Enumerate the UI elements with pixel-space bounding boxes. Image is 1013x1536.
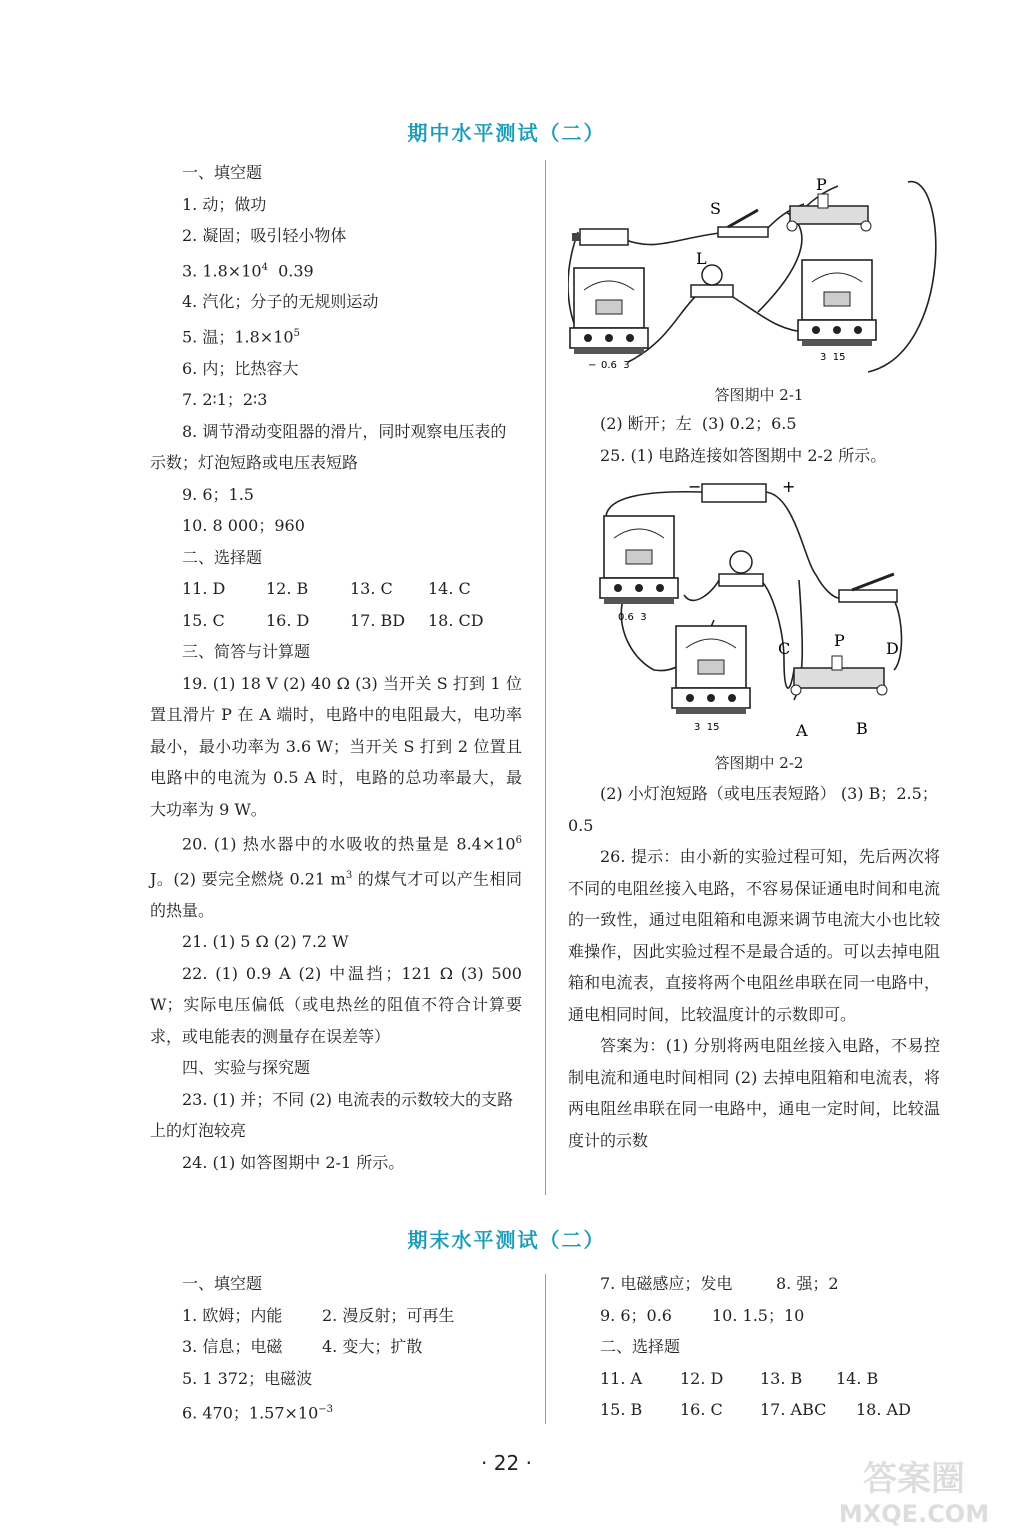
choice-17: 17. BD (350, 610, 406, 630)
choice-15: 15. C (182, 610, 225, 630)
final-answer-9: 9. 6；0.6 (600, 1305, 672, 1325)
answer-1: 1. 动；做功 (182, 194, 267, 214)
answer-23: 23. (1) 并；不同 (2) 电流表的示数较大的支路上的灯泡较亮 (150, 1089, 514, 1141)
svg-text:P: P (816, 175, 827, 194)
midterm-right-column-a (568, 408, 940, 471)
circuit-figure-2-1 (568, 172, 948, 384)
final-choice-13: 13. B (760, 1368, 803, 1388)
battery-icon (702, 484, 766, 502)
final-left-column (150, 1268, 522, 1429)
answer-24-cont: (2) 断开；左 (3) 0.2；6.5 (600, 414, 797, 433)
heading-experiment: 四、实验与探究题 (182, 1058, 311, 1078)
final-heading-choice: 二、选择题 (600, 1337, 681, 1356)
final-choice-17: 17. ABC (760, 1400, 827, 1419)
choice-18: 18. CD (428, 610, 484, 630)
section-title-midterm: 期中水平测试（二） (407, 121, 606, 145)
bulb-icon (702, 265, 722, 285)
svg-text:L: L (696, 249, 707, 268)
choice-row-2 (150, 605, 522, 637)
answer-6: 6. 内；比热容大 (182, 358, 299, 378)
watermark-logo (829, 1452, 999, 1530)
svg-text:D: D (886, 639, 899, 658)
svg-text:+: + (782, 477, 796, 496)
answer-25-cont: (2) 小灯泡短路（或电压表短路） (3) B；2.5；0.5 (568, 784, 938, 835)
answer-10: 10. 8 000；960 (182, 516, 305, 536)
final-answer-4: 4. 变大；扩散 (322, 1337, 423, 1356)
midterm-left-column (150, 157, 522, 1178)
svg-text:0.6 3: 0.6 3 (618, 612, 647, 623)
heading-fill-blank: 一、填空题 (182, 163, 263, 182)
switch-icon (718, 227, 768, 237)
svg-text:−: − (588, 360, 597, 371)
svg-text:MXQE.COM: MXQE.COM (838, 1500, 990, 1528)
svg-text:0.6 3: 0.6 3 (601, 360, 630, 371)
heading-calculation: 三、简答与计算题 (182, 642, 311, 662)
circuit-figure-2-2 (594, 470, 924, 742)
final-choice-12: 12. D (680, 1368, 724, 1388)
answer-21: 21. (1) 5 Ω (2) 7.2 W (182, 932, 349, 952)
svg-text:C: C (778, 639, 791, 658)
final-row-3 (568, 1268, 940, 1300)
final-answer-7: 7. 电磁感应；发电 (600, 1274, 733, 1293)
bulb-icon (730, 551, 752, 573)
answer-25: 25. (1) 电路连接如答图期中 2-2 所示。 (600, 445, 887, 465)
choice-12: 12. B (266, 579, 309, 599)
svg-text:A: A (796, 721, 808, 740)
answer-5: 5. 温；$1.8\times 10^5$ (182, 327, 300, 347)
final-answer-8: 8. 强；2 (776, 1274, 839, 1293)
final-heading-fill-blank: 一、填空题 (182, 1274, 263, 1293)
choice-13: 13. C (350, 579, 393, 599)
answer-22: 22. (1) 0.9 A (2) 中温挡；121 Ω (3) 500 W；实际电压偏低（或电热丝的阻值不符合计算要求，或电能表的测量存在误差等） (150, 963, 522, 1046)
final-answer-6: 6. 470；$1.57\times 10^{-3}$ (182, 1403, 334, 1423)
final-choice-row-2 (568, 1394, 940, 1426)
page-number: · 22 · (481, 1451, 532, 1475)
answer-7: 7. 2∶1；2∶3 (182, 390, 268, 410)
voltmeter-icon (672, 626, 750, 733)
choice-14: 14. C (428, 579, 471, 599)
battery-icon (580, 229, 628, 245)
final-choice-15: 15. B (600, 1400, 643, 1419)
final-answer-10: 10. 1.5；10 (712, 1305, 805, 1325)
final-choice-11: 11. A (600, 1368, 643, 1388)
figure-caption-2-2: 答图期中 2-2 (714, 754, 804, 772)
midterm-right-column-b (568, 778, 940, 1156)
answer-24: 24. (1) 如答图期中 2-1 所示。 (182, 1152, 405, 1172)
final-choice-16: 16. C (680, 1400, 723, 1419)
rheostat-icon (791, 656, 887, 695)
answer-9: 9. 6；1.5 (182, 484, 254, 504)
final-choice-14: 14. B (836, 1368, 879, 1388)
answer-26-final: 答案为：(1) 分别将两电阻丝接入电路，不易控制电流和通电时间相同 (2) 去掉电阻箱和电流表，将两电阻丝串联在同一电路中，通电一定时间，比较温度计的示数 (568, 1036, 940, 1150)
final-row-4 (568, 1300, 940, 1332)
section-title-final: 期末水平测试（二） (407, 1228, 606, 1252)
svg-text:P: P (834, 631, 845, 650)
svg-text:3 15: 3 15 (694, 722, 720, 733)
answer-2: 2. 凝固；吸引轻小物体 (182, 226, 347, 245)
answer-8: 8. 调节滑动变阻器的滑片，同时观察电压表的示数；灯泡短路或电压表短路 (150, 421, 507, 473)
column-divider-midterm (545, 160, 546, 1195)
svg-text:S: S (710, 199, 721, 218)
svg-text:3 15: 3 15 (820, 352, 846, 363)
answer-26: 26. 提示：由小新的实验过程可知，先后两次将不同的电阻丝接入电路，不容易保证通电时间和电流的一致性，通过电阻箱和电源来调节电流大小也比较难操作，因此实验过程不是最合适的。可以去掉电阻箱和电流表，直接将两个电阻丝串联在同一电路中，通电相同时间，比较温度计的示数即可。 (568, 847, 940, 1024)
svg-text:−: − (688, 477, 702, 496)
svg-text:B: B (856, 719, 868, 738)
final-answer-1: 1. 欧姆；内能 (182, 1305, 283, 1325)
answer-4: 4. 汽化；分子的无规则运动 (182, 292, 379, 312)
final-row-2 (150, 1331, 522, 1363)
final-row-1 (150, 1300, 522, 1332)
final-answer-2: 2. 漫反射；可再生 (322, 1305, 455, 1325)
ammeter-icon (570, 268, 648, 371)
final-choice-18: 18. AD (856, 1400, 911, 1419)
heading-choice: 二、选择题 (182, 547, 263, 567)
ammeter-icon (600, 516, 678, 623)
answer-19: 19. (1) 18 V (2) 40 Ω (3) 当开关 S 打到 1 位置且滑片 P 在 A 端时，电路中的电阻最大，电功率最小，最小功率为 3.6 W；当开关 S 打到 2 位置且电路中的电流为 0.5 A 时，电路的总功率最大，最大功率为 9 W。 (150, 673, 522, 819)
final-right-column (568, 1268, 940, 1426)
final-answer-3: 3. 信息；电磁 (182, 1337, 283, 1356)
choice-11: 11. D (182, 579, 226, 599)
answer-3: 3. $1.8\times 10^4$ 0.39 (182, 260, 314, 280)
choice-16: 16. D (266, 610, 310, 630)
choice-row-1 (150, 573, 522, 605)
switch-icon (839, 590, 897, 602)
figure-caption-2-1: 答图期中 2-1 (714, 386, 804, 404)
rheostat-icon (790, 206, 868, 224)
final-choice-row-1 (568, 1363, 940, 1395)
voltmeter-icon (798, 260, 876, 363)
svg-text:答案圈: 答案圈 (863, 1459, 965, 1499)
column-divider-final (545, 1274, 546, 1424)
final-answer-5: 5. 1 372；电磁波 (182, 1368, 313, 1388)
answer-20: 20. (1) 热水器中的水吸收的热量是 $8.4\times 10^6$ J。(2) 要完全燃烧 0.21 $m^3$ 的煤气才可以产生相同的热量。 (150, 834, 523, 920)
